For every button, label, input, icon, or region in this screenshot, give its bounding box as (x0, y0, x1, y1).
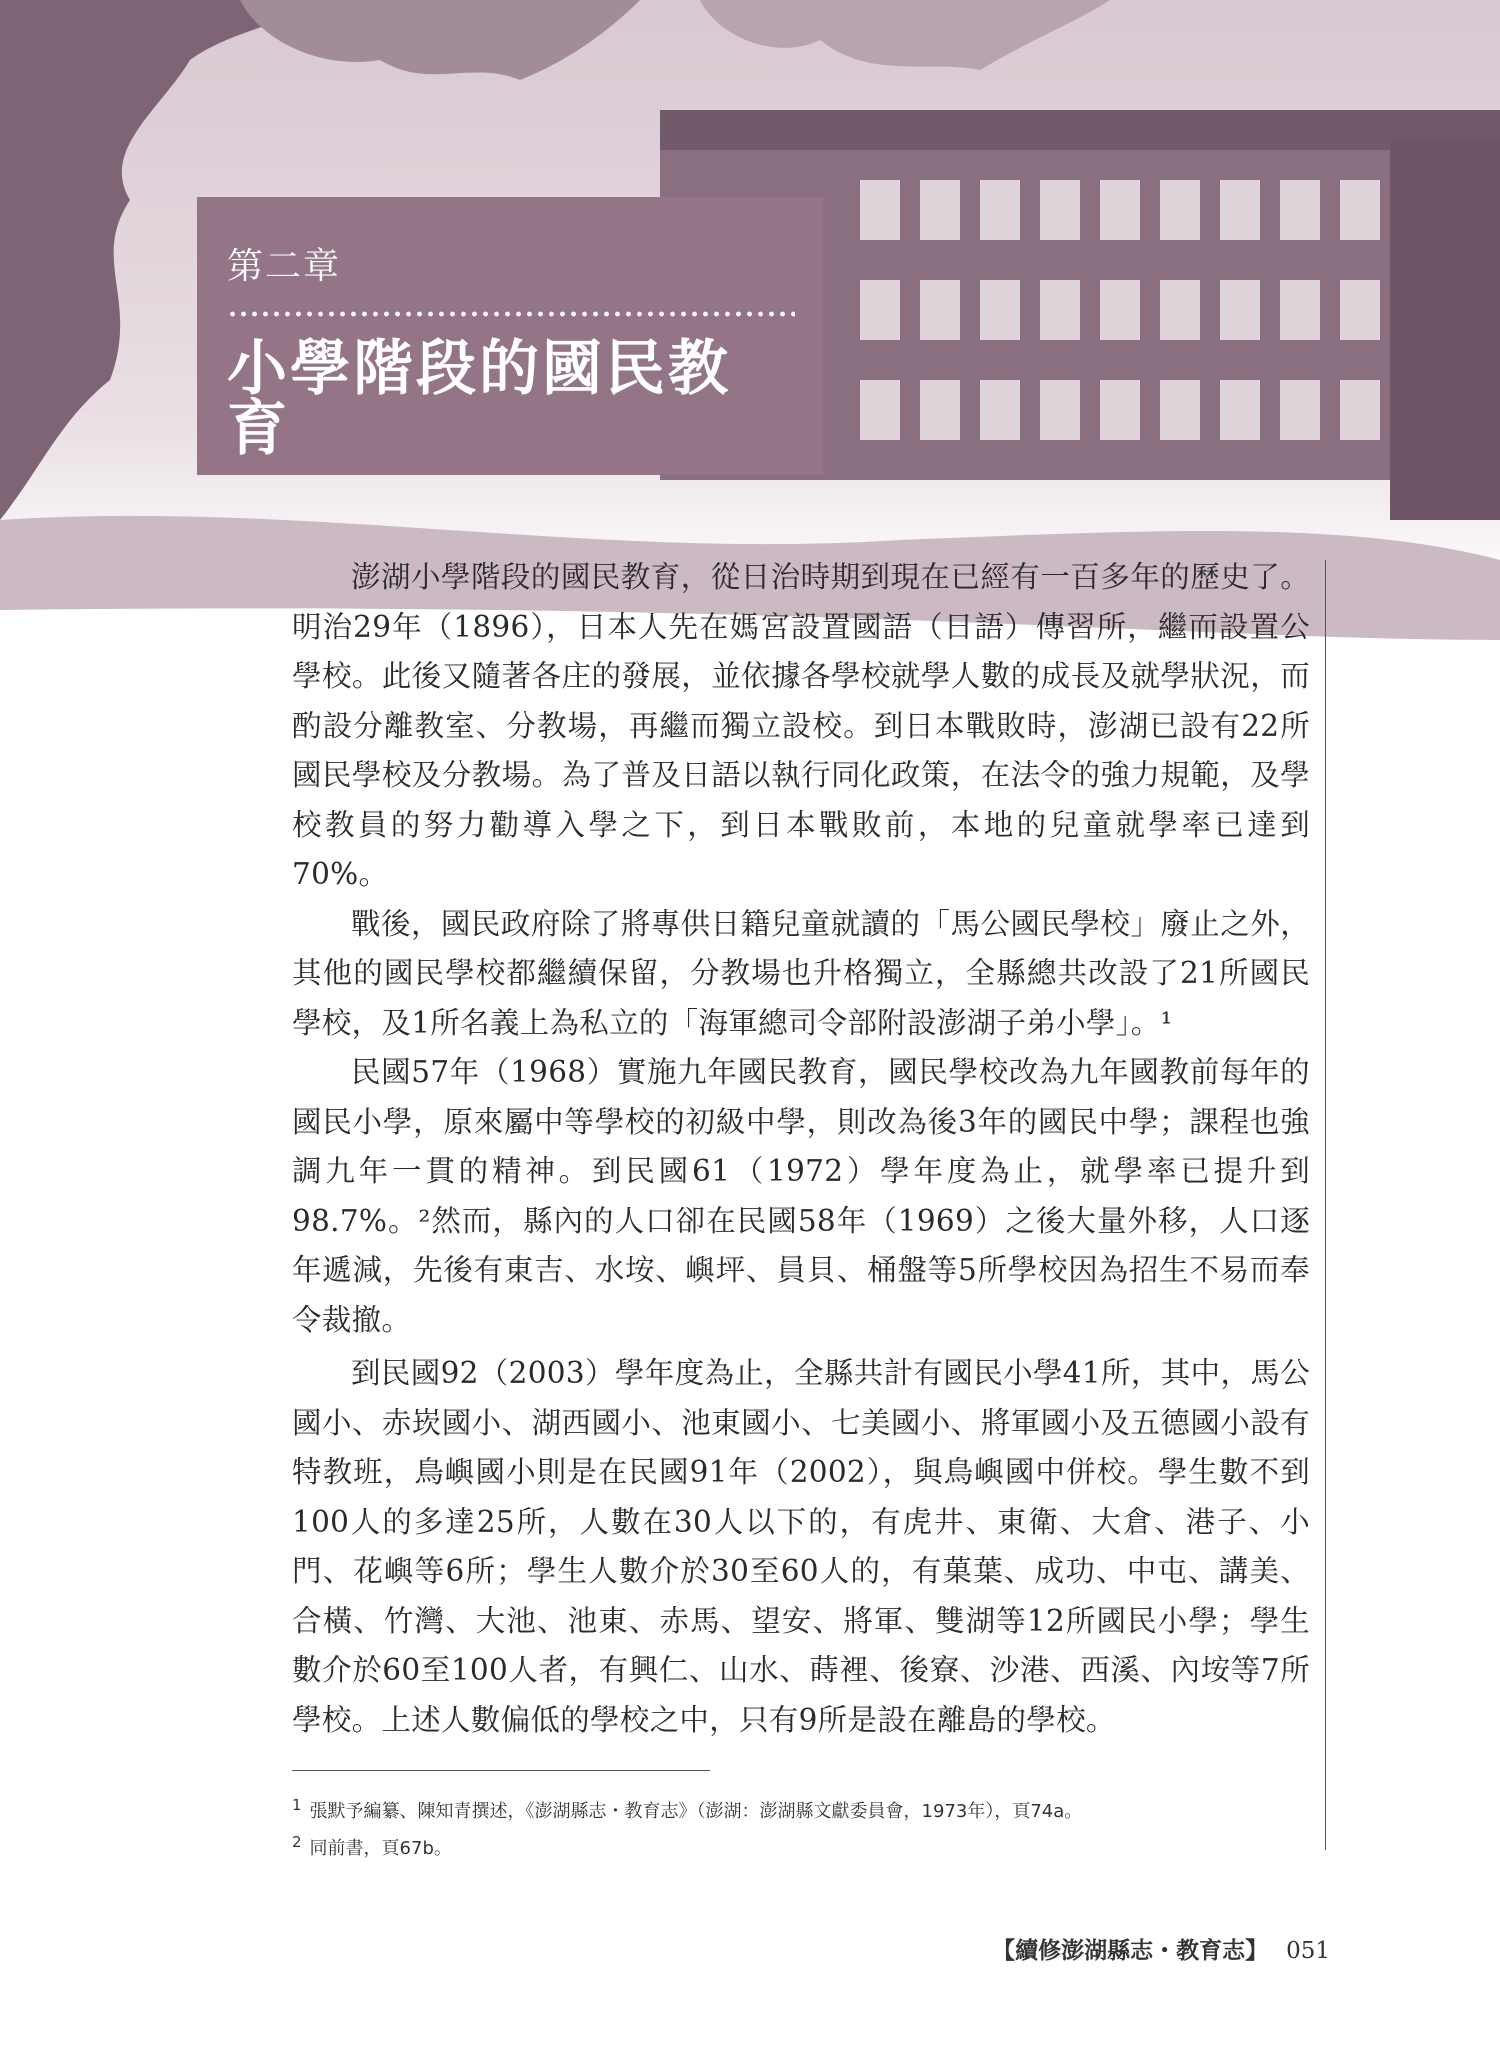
dotted-divider (227, 311, 795, 317)
page-footer (992, 1932, 1330, 1965)
footnote-1-text: 張默予編纂、陳知青撰述，《澎湖縣志・教育志》（澎湖：澎湖縣文獻委員會，1973年），頁74a。 (309, 1801, 1083, 1822)
margin-rule (1325, 560, 1326, 1850)
footnotes (292, 1790, 1312, 1864)
series-title: 【續修澎湖縣志・教育志】 (992, 1937, 1269, 1964)
paragraph-3: 民國57年（1968）實施九年國民教育，國民學校改為九年國教前每年的國民小學，原來屬中等學校的初級中學，則改為後3年的國民中學；課程也強調九年一貫的精神。到民國61（1972）學年度為止，就學率已提升到98.7%。²然而，縣內的人口卻在民國58年（1969）之後大量外移，人口逐年遞減，先後有東吉、水垵、嶼坪、員貝、桶盤等5所學校因為招生不易而奉令裁撤。 (292, 1055, 1310, 1337)
chapter-label: 第二章 (227, 246, 342, 287)
paragraph-4: 到民國92（2003）學年度為止，全縣共計有國民小學41所，其中，馬公國小、赤崁國小、湖西國小、池東國小、七美國小、將軍國小及五德國小設有特教班，鳥嶼國小則是在民國91年（2002），與鳥嶼國中併校。學生數不到100人的多達25所，人數在30人以下的，有虎井、東衛、大倉、港子、小門、花嶼等6所；學生人數介於30至60人的，有菓葉、成功、中屯、講美、合橫、竹灣、大池、池東、赤馬、望安、將軍、雙湖等12所國民小學；學生數介於60至100人者，有興仁、山水、蒔裡、後寮、沙港、西溪、內垵等7所學校。上述人數偏低的學校之中，只有9所是設在離島的學校。 (292, 1356, 1310, 1737)
page-number: 051 (1286, 1938, 1330, 1964)
footnote-2-mark: 2 (292, 1833, 302, 1851)
chapter-title: 小學階段的國民教育 (227, 334, 731, 464)
paragraph-1: 澎湖小學階段的國民教育，從日治時期到現在已經有一百多年的歷史了。明治29年（1896），日本人先在媽宮設置國語（日語）傳習所，繼而設置公學校。此後又隨著各庄的發展，並依據各學校就學人數的成長及就學狀況，而酌設分離教室、分教場，再繼而獨立設校。到日本戰敗時，澎湖已設有22所國民學校及分教場。為了普及日語以執行同化政策，在法令的強力規範，及學校教員的努力勸導入學之下，到日本戰敗前，本地的兒童就學率已達到70%。 (292, 560, 1310, 891)
footnote-1 (292, 1790, 1312, 1827)
footnote-1-mark: 1 (292, 1796, 302, 1814)
body-text (292, 553, 1310, 1745)
footnote-divider (292, 1770, 710, 1771)
footnote-2 (292, 1827, 1312, 1864)
footnote-2-text: 同前書，頁67b。 (309, 1838, 452, 1859)
chapter-heading-box (197, 197, 823, 475)
paragraph-2: 戰後，國民政府除了將專供日籍兒童就讀的「馬公國民學校」廢止之外，其他的國民學校都繼續保留，分教場也升格獨立，全縣總共改設了21所國民學校，及1所名義上為私立的「海軍總司令部附設澎湖子弟小學」。¹ (292, 906, 1310, 1040)
